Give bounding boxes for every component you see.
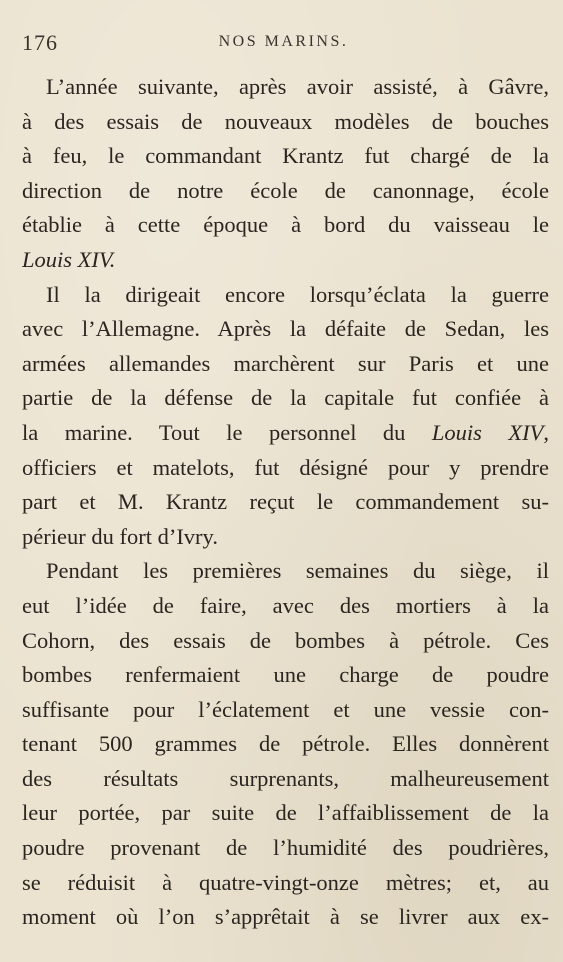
running-title: NOS MARINS.	[218, 33, 349, 50]
text-line-ship-name: Louis XIV.	[22, 246, 116, 272]
text-line: périeur du fort d’Ivry.	[22, 523, 218, 549]
ship-name-italic: Louis XIV	[431, 419, 544, 445]
text-line: suffisante pour l’éclatement et une vessie con-	[22, 696, 549, 722]
body-text	[22, 70, 549, 935]
text-line: Pendant les premières semaines du siège, il	[46, 558, 549, 584]
text-line: leur portée, par suite de l’affaiblissement de la	[22, 800, 549, 826]
text-line: tenant 500 grammes de pétrole. Elles donnèrent	[22, 731, 549, 757]
text-line: à des essais de nouveaux modèles de bouches	[22, 108, 549, 134]
text-line: armées allemandes marchèrent sur Paris et une	[22, 350, 549, 376]
text-line: L’année suivante, après avoir assisté, à Gâvre,	[46, 74, 549, 99]
text-line: part et M. Krantz reçut le commandement su-	[22, 489, 549, 515]
text-run: la marine. Tout le personnel du	[22, 419, 432, 445]
text-line: poudre provenant de l’humidité des poudrières,	[22, 835, 549, 861]
text-line: des résultats surprenants, malheureusement	[22, 765, 549, 791]
text-line: direction de notre école de canonnage, école	[22, 177, 549, 203]
text-line: bombes renfermaient une charge de poudre	[22, 662, 549, 688]
text-line: établie à cette époque à bord du vaisseau le	[22, 212, 549, 238]
running-head	[22, 30, 545, 58]
page-number: 176	[22, 30, 58, 55]
text-run: ,	[543, 419, 549, 445]
text-line: partie de la défense de la capitale fut confiée à	[22, 385, 549, 411]
text-line: moment où l’on s’apprêtait à se livrer aux ex-	[22, 904, 549, 930]
text-line: Il la dirigeait encore lorsqu’éclata la guerre	[46, 281, 549, 307]
text-line: eut l’idée de faire, avec des mortiers à la	[22, 592, 549, 618]
text-line-mixed	[22, 416, 549, 451]
text-line: Cohorn, des essais de bombes à pétrole. Ces	[22, 627, 549, 653]
text-line: officiers et matelots, fut désigné pour y prendre	[22, 454, 549, 480]
text-line: avec l’Allemagne. Après la défaite de Sedan, les	[22, 316, 549, 342]
text-line: se réduisit à quatre-vingt-onze mètres; et, au	[22, 869, 549, 895]
text-line: à feu, le commandant Krantz fut chargé de la	[22, 143, 549, 169]
